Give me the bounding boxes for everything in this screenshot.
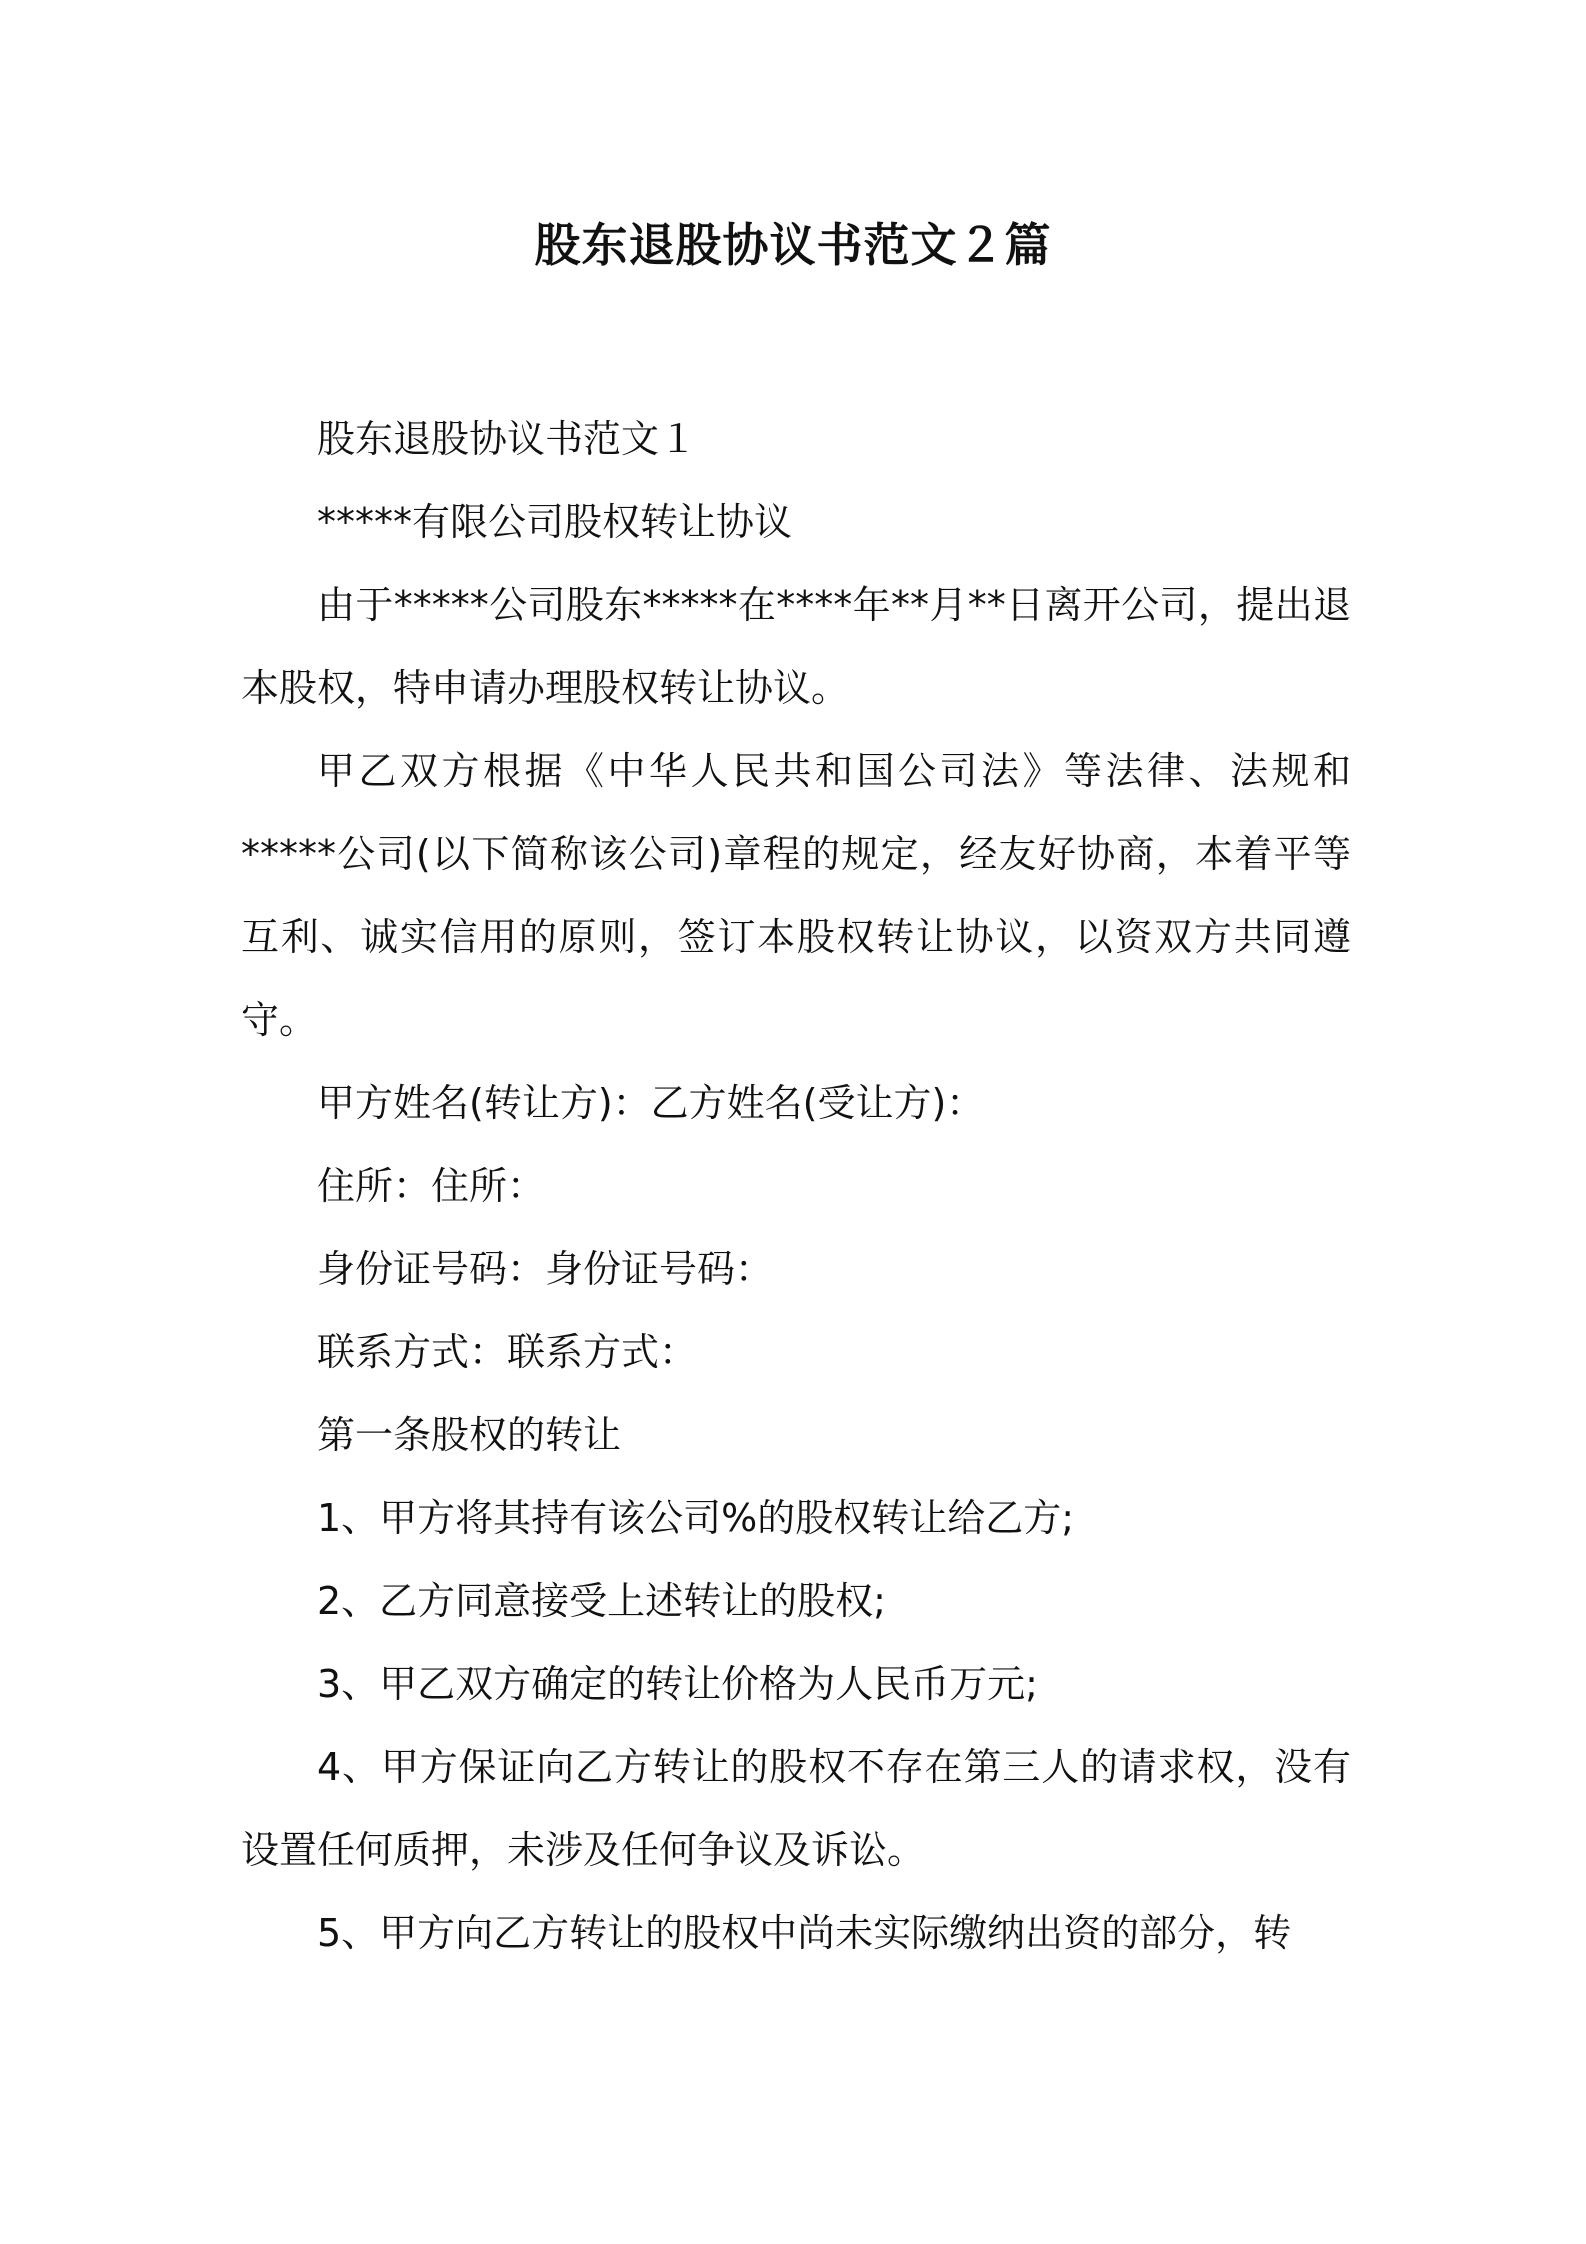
clause-item: 2、乙方同意接受上述转让的股权; (317, 1579, 886, 1623)
document-title: 股东退股协议书范文２篇 (534, 218, 1052, 272)
party-address-line: 住所：住所： (317, 1164, 546, 1208)
section-heading: 股东退股协议书范文１ (317, 417, 698, 461)
party-name-line: 甲方姓名(转让方)：乙方姓名(受让方)： (317, 1081, 985, 1125)
party-contact-line: 联系方式：联系方式： (317, 1330, 698, 1374)
clause-item: 1、甲方将其持有该公司%的股权转让给乙方; (317, 1496, 1075, 1540)
paragraph: 甲乙双方根据《中华人民共和国公司法》等法律、法规和*****公司(以下简称该公司)章程的规定，经友好协商，本着平等互利、诚实信用的原则，签订本股权转让协议，以资双方共同遵守。 (241, 749, 1351, 1042)
clause-item: 3、甲乙双方确定的转让价格为人民币万元; (317, 1662, 1038, 1706)
party-id-line: 身份证号码：身份证号码： (317, 1247, 774, 1291)
agreement-name: *****有限公司股权转让协议 (317, 500, 793, 544)
clause-item: 5、甲方向乙方转让的股权中尚未实际缴纳出资的部分，转 (317, 1911, 1292, 1955)
paragraph: 由于*****公司股东*****在****年**月**日离开公司，提出退本股权，特申请办理股权转让协议。 (241, 583, 1351, 710)
clause-item: 4、甲方保证向乙方转让的股权不存在第三人的请求权，没有设置任何质押，未涉及任何争议及诉讼。 (241, 1745, 1351, 1872)
article-heading: 第一条股权的转让 (317, 1413, 622, 1457)
document-body (241, 398, 1351, 1975)
